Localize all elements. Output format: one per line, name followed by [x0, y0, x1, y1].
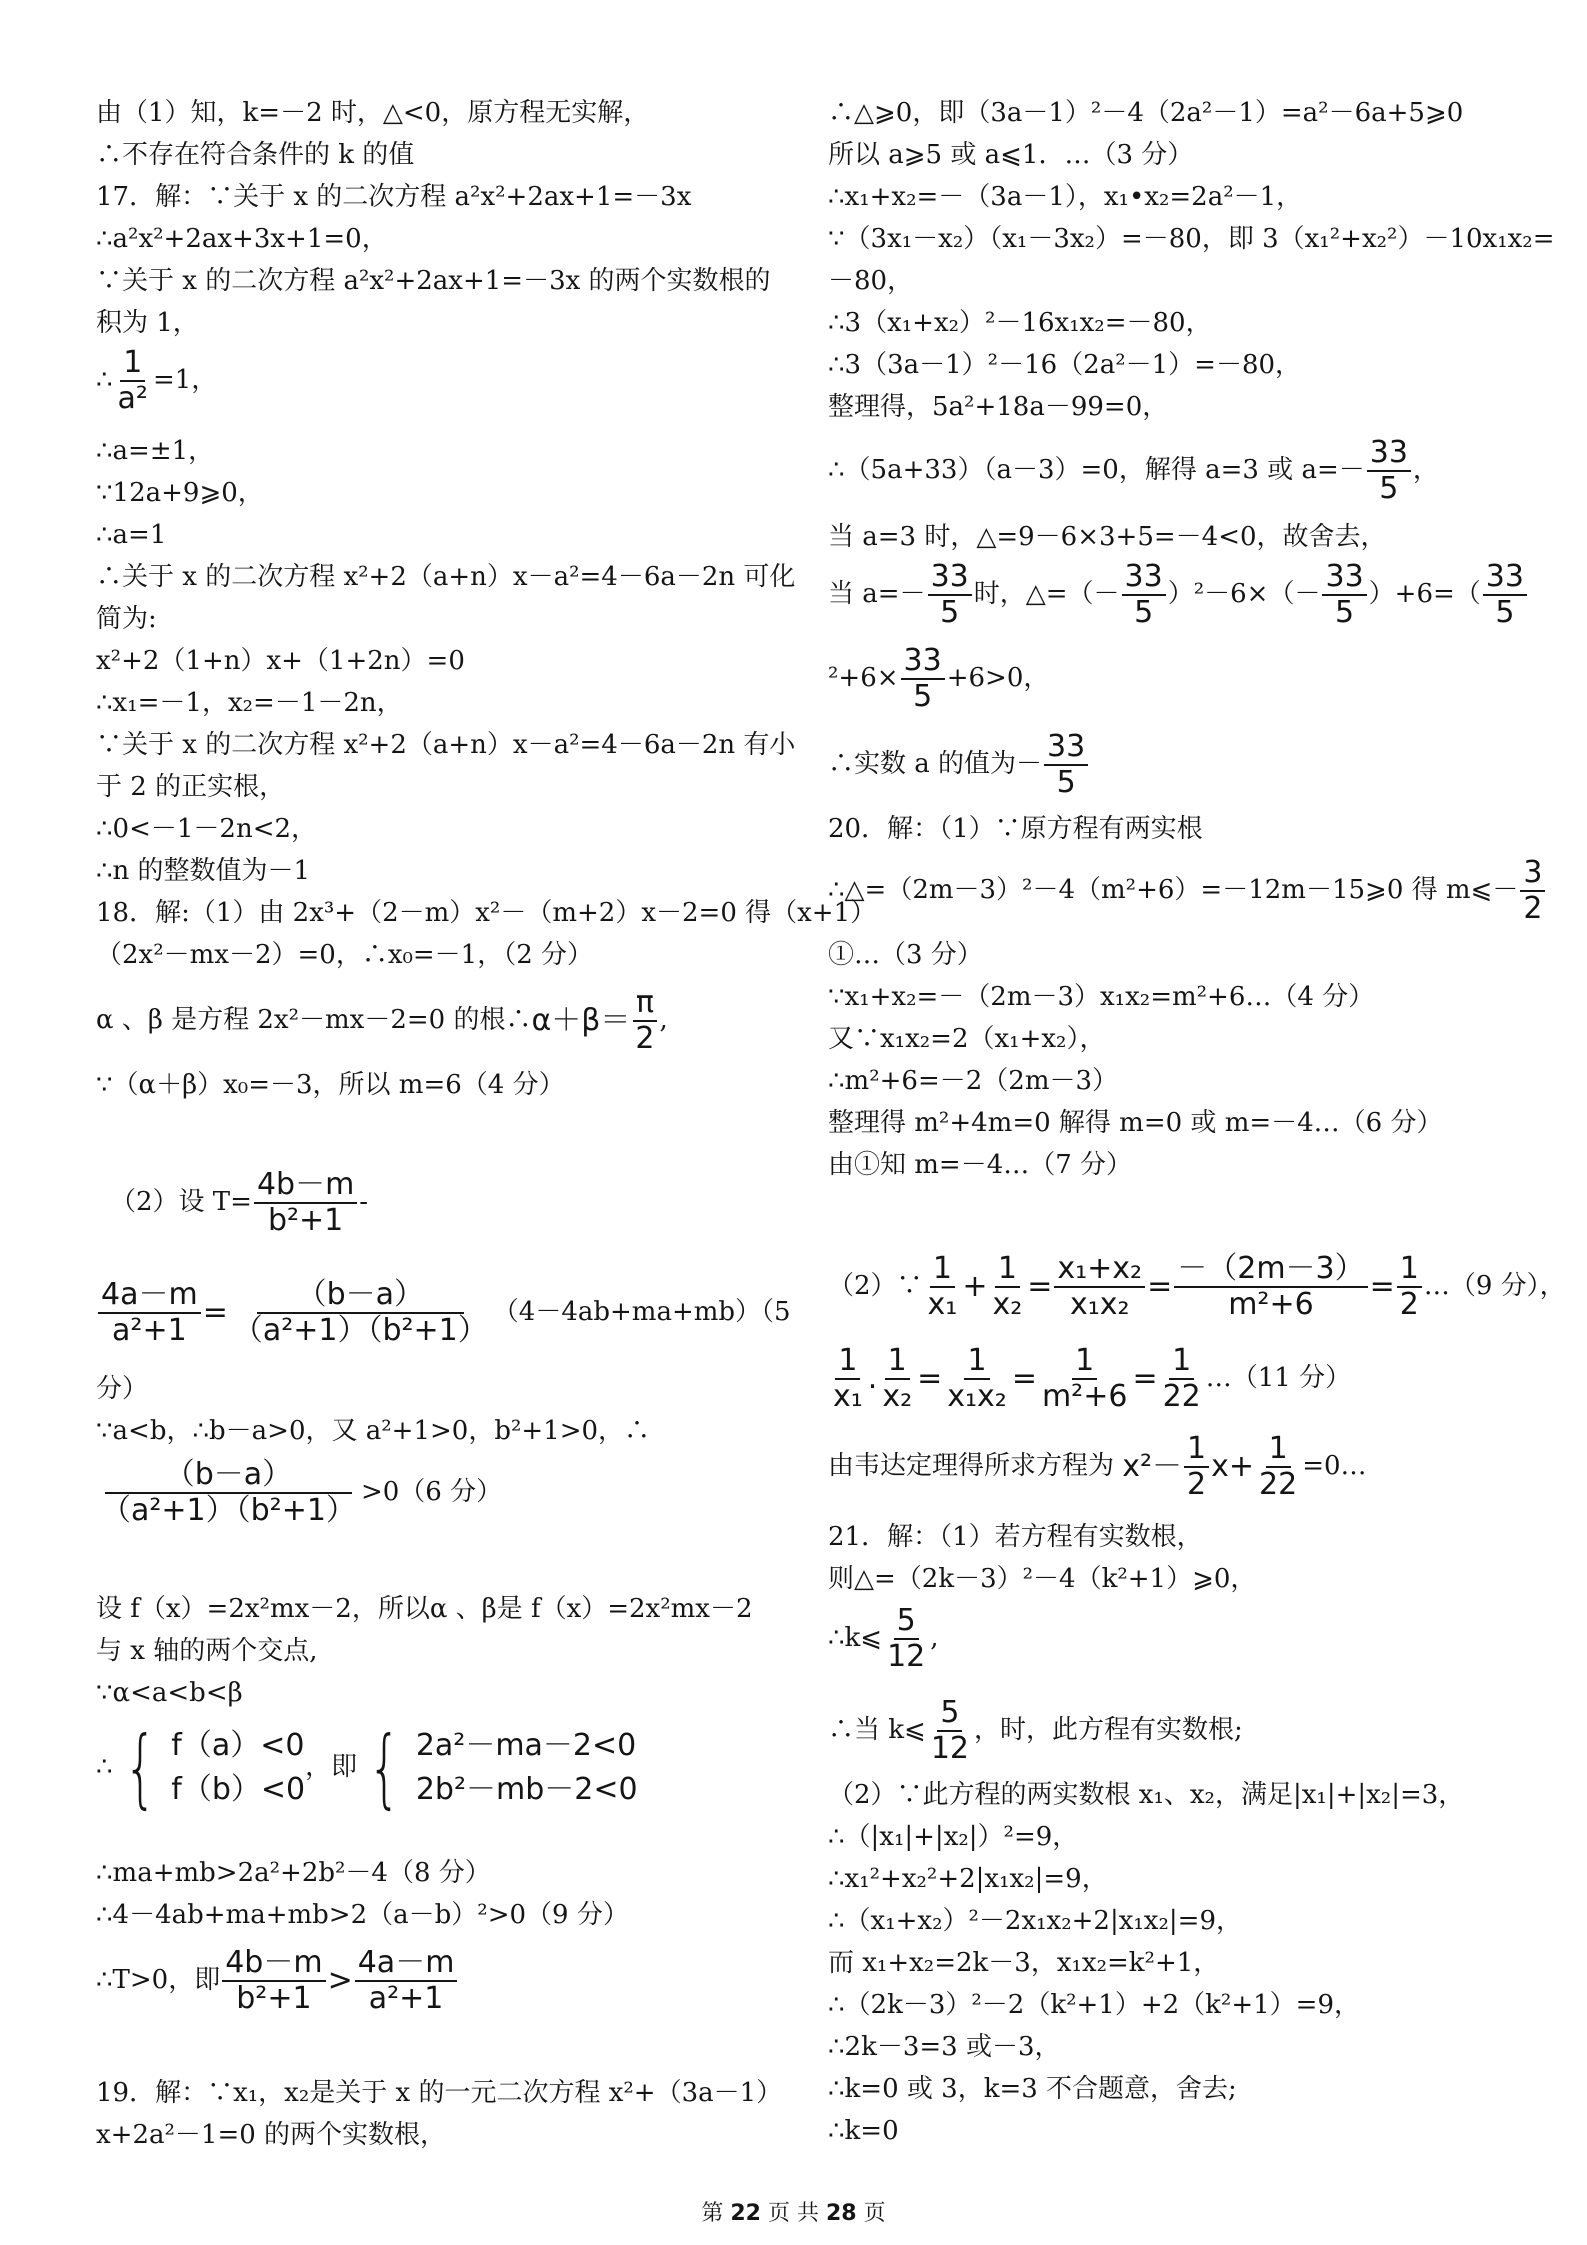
- formula-line: ∴△=（2m－3）²－4（m²+6）=－12m－15⩾0 得 m⩽－ $\frac{3}{2}$: [828, 856, 1547, 926]
- fraction: $\frac{33}{5}$: [1044, 730, 1088, 800]
- problem-20-heading: 20．解：（1）∵原方程有两实根: [828, 814, 1203, 844]
- text-line: ∴4－4ab+ma+mb>2（a－b）²>0（9 分）: [96, 1900, 629, 1930]
- fraction: $\frac{1}{\text{x₂}}$: [882, 1343, 913, 1414]
- fraction: $\frac{1}{\text{x₂}}$: [992, 1251, 1023, 1322]
- text-line: ∵x₁+x₂=－（2m－3）x₁x₂=m²+6…（4 分）: [828, 982, 1375, 1012]
- fraction: $\frac{\pi}{2}$: [632, 986, 657, 1056]
- text-line: 由（1）知，k=－2 时，△<0，原方程无实解，: [96, 98, 650, 128]
- text-line: 则△=（2k－3）²－4（k²+1）⩾0，: [828, 1564, 1257, 1594]
- text-line: ∴（x₁+x₂）²－2x₁x₂+2|x₁x₂|=9，: [828, 1906, 1242, 1936]
- text-line: 所以 a⩾5 或 a⩽1．…（3 分）: [828, 140, 1194, 170]
- formula-line: ²+6× $\frac{33}{5}$ +6>0，: [828, 643, 1050, 714]
- fraction: $\frac{33}{5}$: [928, 560, 972, 630]
- text-line: x+2a²－1=0 的两个实数根，: [96, 2120, 447, 2150]
- formula-line: ∴ $\frac{1}{\text{a²}}$ =1，: [96, 345, 218, 416]
- fraction: $\frac{1}{\text{x₁}}$: [927, 1251, 958, 1322]
- fraction: $\frac{5}{12}$: [930, 1695, 969, 1766]
- text-line: 与 x 轴的两个交点,: [96, 1636, 318, 1666]
- text-line: ∴x₁+x₂=－（3a－1），x₁•x₂=2a²－1，: [828, 182, 1303, 212]
- formula-line: ∴当 k⩽ $\frac{5}{12}$ ，时，此方程有实数根;: [828, 1695, 1243, 1766]
- text-line: ∴k=0 或 3，k=3 不合题意，舍去;: [828, 2074, 1237, 2104]
- fraction: $\frac{33}{5}$: [1322, 560, 1366, 630]
- fraction: $\frac{3}{2}$: [1520, 856, 1545, 926]
- text-line: －80，: [828, 266, 914, 296]
- fraction: $\frac{1}{\text{m²+6}}$: [1041, 1343, 1128, 1414]
- text-line: ∴x₁²+x₂²+2|x₁x₂|=9，: [828, 1864, 1108, 1894]
- text-line: 设 f（x）=2x²mx－2，所以α 、β是 f（x）=2x²mx－2: [96, 1594, 753, 1624]
- text-line: ∴0<－1－2n<2，: [96, 814, 318, 844]
- text-line: ∵a<b，∴b－a>0，又 a²+1>0，b²+1>0，∴: [96, 1416, 651, 1446]
- text-line: ∵12a+9⩾0，: [96, 478, 264, 508]
- text-line: ∵（α＋β）x₀=－3，所以 m=6（4 分）: [96, 1070, 565, 1100]
- text-line: x²+2（1+n）x+（1+2n）=0: [96, 646, 465, 676]
- fraction: $\frac{1}{2}$: [1397, 1252, 1422, 1322]
- formula-line: （2）∵ $\frac{1}{\text{x₁}}$ + $\frac{1}{\text{x₂}}$ = $\frac{\text{x₁+x₂}}{\text{x₁x₂}}$ = $\frac{-(2m-3)}{\text{m²+6}}$ = $\frac{1}{2}$ …（9 分），: [828, 1251, 1566, 1322]
- problem-17-heading: 17．解：∵关于 x 的二次方程 a²x²+2ax+1=－3x: [96, 182, 692, 212]
- text-line: 于 2 的正实根，: [96, 772, 286, 802]
- text-line: ∴a=±1，: [96, 436, 215, 466]
- text-line: 分）: [96, 1374, 149, 1404]
- text-line: ∴a²x²+2ax+3x+1=0，: [96, 224, 388, 254]
- text-line: ∴△⩾0，即（3a－1）²－4（2a²－1）=a²－6a+5⩾0: [828, 98, 1464, 128]
- fraction: $\frac{1}{22}$: [1162, 1343, 1201, 1414]
- formula-line: ∴实数 a 的值为－ $\frac{33}{5}$: [828, 730, 1090, 800]
- text-line: （2x²－mx－2）=0，∴x₀=－1，（2 分）: [96, 940, 594, 970]
- formula-line: （2）设 T= $\frac{4b-m}{\text{b²+1}}$ -: [110, 1167, 369, 1238]
- fraction: $\frac{(b-a)}{\text{（a²+1）（b²+1）}}$: [232, 1277, 488, 1348]
- text-line: ∴2k－3=3 或－3，: [828, 2032, 1061, 2062]
- text-line: ∴（|x₁|+|x₂|）²=9，: [828, 1822, 1079, 1852]
- formula-line: $\frac{1}{\text{x₁}}$ . $\frac{1}{\text{x₂}}$ = $\frac{1}{\text{x₁x₂}}$ = $\frac{1}{\text{m²+6}}$ = $\frac{1}{22}$ …（11 分）: [828, 1344, 1351, 1414]
- fraction: $\frac{4b-m}{\text{b²+1}}$: [254, 1168, 357, 1238]
- text-line: ∴ma+mb>2a²+2b²－4（8 分）: [96, 1858, 491, 1888]
- formula-line: ∴（5a+33）（a－3）=0，解得 a=3 或 a=－ $\frac{33}{5}$ ，: [828, 435, 1439, 506]
- formula-line: $\frac{4a-m}{\text{a²+1}}$ = $\frac{(b-a)}{\text{（a²+1）（b²+1）}}$ （4－4ab+ma+mb）（5: [96, 1278, 791, 1348]
- fraction: $\frac{1}{\text{a²}}$: [117, 345, 148, 416]
- fraction: $\frac{(b-a)}{\text{（a²+1）（b²+1）}}$: [101, 1457, 356, 1528]
- text-line: ∵关于 x 的二次方程 x²+2（a+n）x－a²=4－6a－2n 有小: [96, 730, 796, 760]
- fraction: $\frac{33}{5}$: [901, 644, 945, 714]
- text-line: （2）∵此方程的两实数根 x₁、x₂，满足|x₁|+|x₂|=3，: [828, 1780, 1465, 1810]
- text-line: 当 a=3 时，△=9－6×3+5=－4<0，故舍去，: [828, 522, 1387, 552]
- fraction: $\frac{33}{5}$: [1367, 436, 1411, 506]
- text-line: ①…（3 分）: [828, 940, 983, 970]
- problem-19-heading: 19．解：∵x₁，x₂是关于 x 的一元二次方程 x²+（3a－1）: [96, 2078, 783, 2108]
- fraction: $\frac{5}{12}$: [887, 1603, 926, 1674]
- formula-line: $\frac{(b-a)}{\text{（a²+1）（b²+1）}}$ >0（6 分）: [96, 1458, 502, 1528]
- fraction: $\frac{4b-m}{\text{b²+1}}$: [222, 1946, 325, 2016]
- fraction: $\frac{1}{2}$: [1184, 1432, 1209, 1502]
- formula-line: 由韦达定理得所求方程为 x²－ $\frac{1}{2}$ x+ $\frac{1}{22}$ =0…: [828, 1431, 1367, 1502]
- formula-line: ∴T>0，即 $\frac{4b-m}{\text{b²+1}}$ > $\frac{4a-m}{\text{a²+1}}$: [96, 1946, 459, 2016]
- text-line: 整理得 m²+4m=0 解得 m=0 或 m=－4…（6 分）: [828, 1108, 1443, 1138]
- system-of-inequalities: ∴ { f（a）<0 f（b）<0 ，即 { 2a²－ma－2<0 2b²－mb－2<0: [96, 1718, 638, 1818]
- text-line: 由①知 m=－4…（7 分）: [828, 1150, 1133, 1180]
- text-line: ∵（3x₁－x₂）（x₁－3x₂）=－80，即 3（x₁²+x₂²）－10x₁x₂=: [828, 224, 1555, 254]
- left-brace-icon: {: [368, 1718, 401, 1818]
- fraction: $\frac{4a-m}{\text{a²+1}}$: [355, 1946, 458, 2016]
- fraction: $\frac{-(2m-3)}{\text{m²+6}}$: [1174, 1252, 1367, 1322]
- text-line: 整理得，5a²+18a－99=0，: [828, 392, 1169, 422]
- fraction: $\frac{\text{x₁+x₂}}{\text{x₁x₂}}$: [1054, 1252, 1145, 1322]
- problem-18-heading: 18．解:（1）由 2x³+（2－m）x²－（m+2）x－2=0 得（x+1）: [96, 898, 877, 928]
- text-line: ∴n 的整数值为－1: [96, 856, 311, 886]
- page-number: 22: [730, 2201, 761, 2226]
- text-line: 而 x₁+x₂=2k－3，x₁x₂=k²+1，: [828, 1948, 1220, 1978]
- formula-line: 当 a=－ $\frac{33}{5}$ 时，△=（－ $\frac{33}{5}$ ）²－6×（－ $\frac{33}{5}$ ）+6=（ $\frac{33}{5}$: [828, 560, 1529, 630]
- text-line: ∵关于 x 的二次方程 a²x²+2ax+1=－3x 的两个实数根的: [96, 266, 771, 296]
- problem-21-heading: 21．解：（1）若方程有实数根，: [828, 1522, 1203, 1552]
- fraction: $\frac{1}{\text{x₁x₂}}$: [947, 1343, 1007, 1414]
- text-line: ∴x₁=－1，x₂=－1－2n，: [96, 688, 403, 718]
- text-line: ∴a=1: [96, 520, 167, 550]
- text-line: ∴3（3a－1）²－16（2a²－1）=－80，: [828, 350, 1302, 380]
- text-line: ∴m²+6=－2（2m－3）: [828, 1066, 1119, 1096]
- text-line: ∴3（x₁+x₂）²－16x₁x₂=－80，: [828, 308, 1212, 338]
- text-line: ∴（2k－3）²－2（k²+1）+2（k²+1）=9，: [828, 1990, 1361, 2020]
- fraction: $\frac{33}{5}$: [1483, 560, 1527, 630]
- formula-line: α 、β 是方程 2x²－mx－2=0 的根∴ α＋β＝ $\frac{\pi}{2}$ ,: [96, 985, 668, 1056]
- left-brace-icon: {: [123, 1718, 157, 1818]
- fraction: $\frac{33}{5}$: [1122, 560, 1166, 630]
- text-line: 简为:: [96, 604, 157, 634]
- fraction: $\frac{1}{22}$: [1259, 1431, 1298, 1502]
- text-line: ∴不存在符合条件的 k 的值: [96, 140, 415, 170]
- text-line: 积为 1，: [96, 308, 199, 338]
- fraction: $\frac{1}{\text{x₁}}$: [833, 1343, 863, 1414]
- text-line: ∴关于 x 的二次方程 x²+2（a+n）x－a²=4－6a－2n 可化: [96, 562, 796, 592]
- fraction: $\frac{4a-m}{\text{a²+1}}$: [98, 1278, 201, 1348]
- page-total: 28: [825, 2201, 857, 2226]
- text-line: ∴k=0: [828, 2116, 899, 2146]
- text-line: 又∵x₁x₂=2（x₁+x₂），: [828, 1024, 1106, 1054]
- page-footer: 第 22 页 共 28 页: [701, 2201, 886, 2226]
- formula-line: ∴k⩽ $\frac{5}{12}$ ,: [828, 1603, 939, 1674]
- text-line: ∵α<a<b<β: [96, 1678, 243, 1708]
